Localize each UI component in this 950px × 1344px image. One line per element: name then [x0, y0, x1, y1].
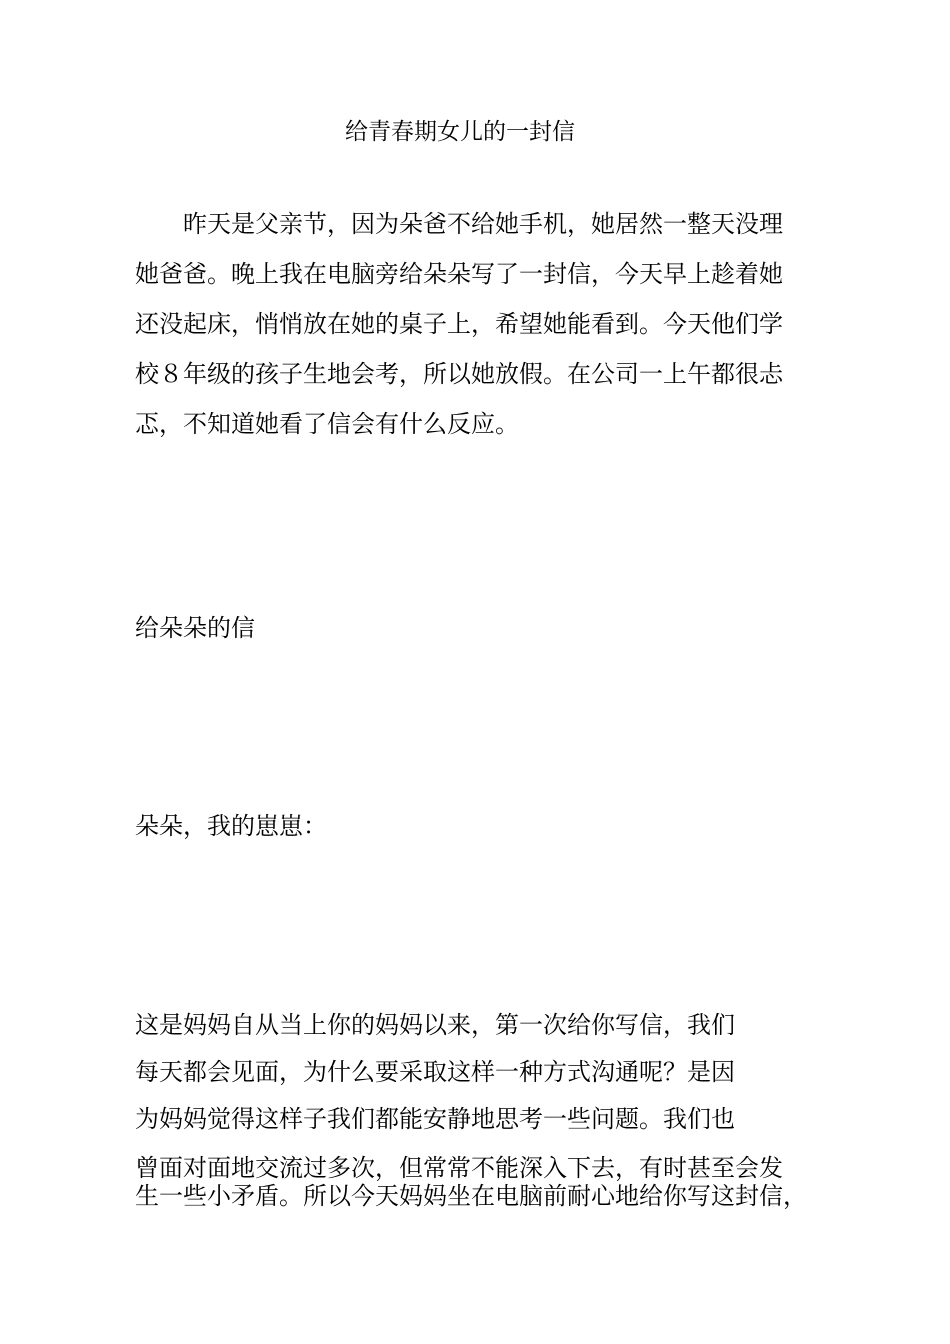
intro-line-3: 还没起床，悄悄放在她的桌子上，希望她能看到。今天他们学	[135, 310, 783, 338]
letter-salutation: 朵朵，我的崽崽：	[135, 812, 327, 840]
intro-line-1: 昨天是父亲节，因为朵爸不给她手机，她居然一整天没理	[183, 210, 783, 238]
body-line-2: 每天都会见面，为什么要采取这样一种方式沟通呢？是因	[135, 1058, 735, 1086]
body-line-5: 生一些小矛盾。所以今天妈妈坐在电脑前耐心地给你写这封信，	[135, 1182, 807, 1210]
intro-line-4: 校８年级的孩子生地会考，所以她放假。在公司一上午都很忐	[135, 360, 783, 388]
intro-line-2: 她爸爸。晚上我在电脑旁给朵朵写了一封信，今天早上趁着她	[135, 260, 783, 288]
body-line-1: 这是妈妈自从当上你的妈妈以来，第一次给你写信，我们	[135, 1011, 735, 1039]
intro-line-5: 忑，不知道她看了信会有什么反应。	[135, 410, 519, 438]
body-line-4: 曾面对面地交流过多次，但常常不能深入下去，有时甚至会发	[135, 1154, 783, 1182]
body-line-3: 为妈妈觉得这样子我们都能安静地思考一些问题。我们也	[135, 1105, 735, 1133]
document-title: 给青春期女儿的一封信	[345, 119, 575, 145]
letter-heading: 给朵朵的信	[135, 614, 255, 642]
